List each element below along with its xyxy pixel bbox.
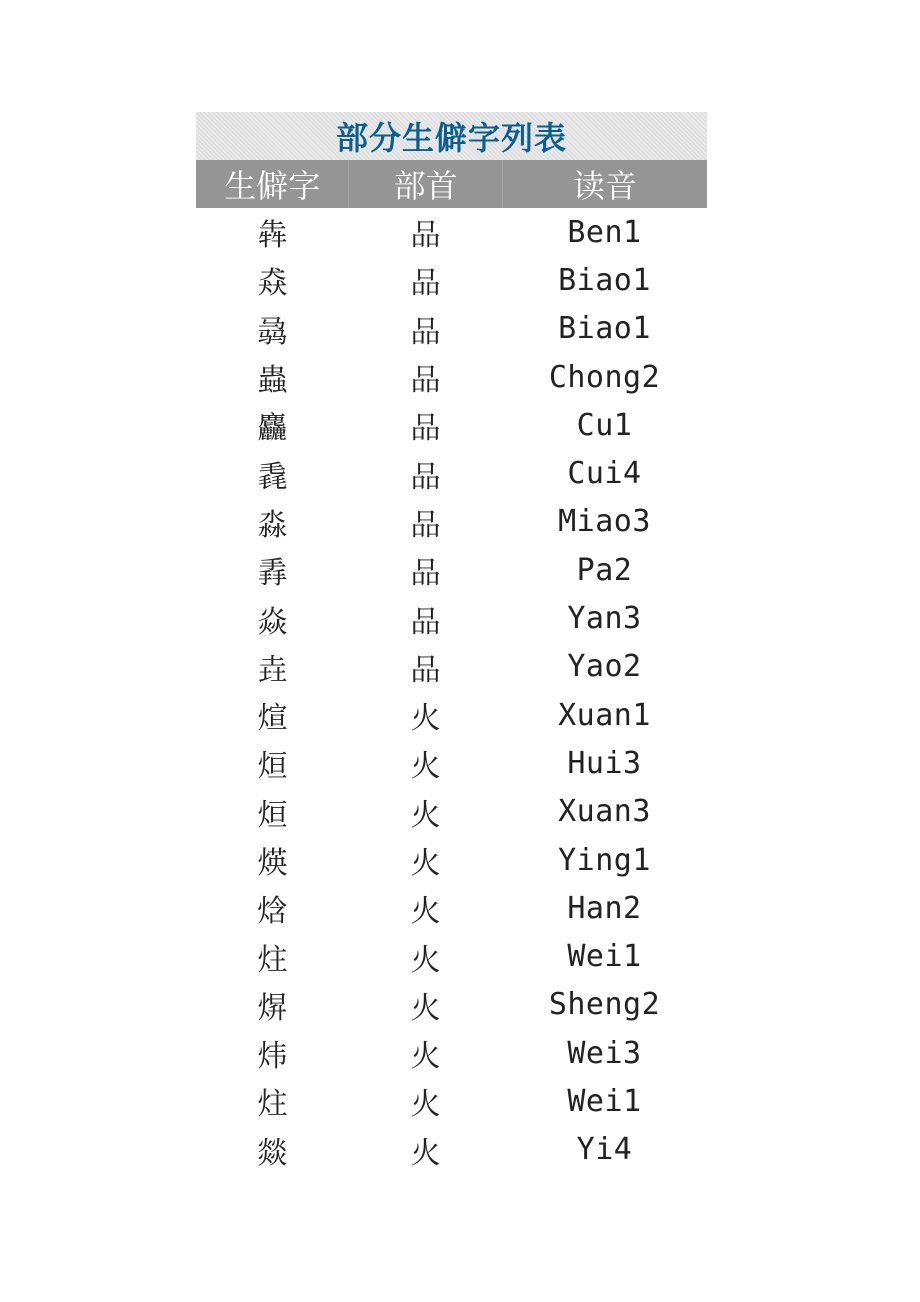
table-title: 部分生僻字列表: [196, 112, 707, 160]
rare-character-cell: 麤: [257, 411, 288, 447]
pronunciation-cell: Pa2: [576, 552, 633, 588]
pronunciation-cell: Ying1: [558, 842, 651, 878]
table-row: [196, 449, 707, 497]
pronunciation-cell: Cui4: [567, 456, 642, 492]
header-rare-character: 生僻字: [224, 167, 321, 205]
radical-cell: 火: [410, 942, 441, 978]
pronunciation-cell: Chong2: [548, 359, 661, 395]
radical-cell: 火: [410, 1039, 441, 1075]
rare-character-cell: 猋: [257, 266, 288, 302]
rare-character-cell: 焺: [257, 990, 288, 1026]
table-row: [196, 401, 707, 449]
rare-character-cell: 煊: [257, 701, 288, 737]
radical-cell: 品: [410, 652, 441, 688]
table-row: [196, 305, 707, 353]
pronunciation-cell: Cu1: [576, 407, 633, 443]
rare-character-cell: 淼: [257, 507, 288, 543]
rare-character-cell: 烜: [257, 797, 288, 833]
table-row: [196, 739, 707, 787]
rare-characters-table: [196, 112, 707, 1174]
radical-cell: 火: [410, 1087, 441, 1123]
table-row: [196, 498, 707, 546]
table-header-row: [196, 160, 707, 208]
table-row: [196, 256, 707, 304]
rare-character-cell: 炷: [257, 1087, 288, 1123]
radical-cell: 火: [410, 990, 441, 1026]
radical-cell: 品: [410, 507, 441, 543]
radical-cell: 品: [410, 314, 441, 350]
table-row: [196, 1029, 707, 1077]
pronunciation-cell: Biao1: [558, 311, 651, 347]
radical-cell: 品: [410, 459, 441, 495]
table-row: [196, 208, 707, 256]
radical-cell: 品: [410, 556, 441, 592]
pronunciation-cell: Miao3: [558, 504, 651, 540]
table-row: [196, 1077, 707, 1125]
radical-cell: 火: [410, 797, 441, 833]
pronunciation-cell: Xuan1: [558, 697, 651, 733]
radical-cell: 火: [410, 894, 441, 930]
header-radical: 部首: [348, 160, 501, 208]
pronunciation-cell: Biao1: [558, 262, 651, 298]
radical-cell: 火: [410, 1135, 441, 1171]
rare-character-cell: 焓: [257, 894, 288, 930]
table-row: [196, 932, 707, 980]
rare-character-cell: 炷: [257, 942, 288, 978]
table-row: [196, 643, 707, 691]
rare-character-cell: 烜: [257, 749, 288, 785]
rare-character-cell: 焱: [257, 604, 288, 640]
table-row: [196, 836, 707, 884]
header-pronunciation: 读音: [502, 160, 707, 208]
pronunciation-cell: Xuan3: [558, 794, 651, 830]
table-body: [196, 208, 707, 1174]
table-row: [196, 353, 707, 401]
rare-character-cell: 煐: [257, 846, 288, 881]
rare-character-cell: 蟲: [257, 363, 288, 399]
table-row: [196, 691, 707, 739]
pronunciation-cell: Wei1: [567, 939, 642, 975]
table-row: [196, 1126, 707, 1174]
rare-character-cell: 犇: [257, 218, 288, 254]
table-row: [196, 594, 707, 642]
table-row: [196, 788, 707, 836]
rare-character-cell: 燚: [257, 1135, 288, 1171]
radical-cell: 品: [410, 363, 441, 399]
table-row: [196, 884, 707, 932]
radical-cell: 品: [410, 266, 441, 302]
rare-character-cell: 垚: [257, 652, 288, 688]
rare-character-cell: 掱: [257, 556, 288, 592]
radical-cell: 品: [410, 411, 441, 447]
table-row: [196, 981, 707, 1029]
pronunciation-cell: Wei3: [567, 1035, 642, 1071]
rare-character-cell: 毳: [257, 459, 288, 495]
rare-character-cell: 骉: [257, 314, 288, 350]
pronunciation-cell: Hui3: [567, 745, 642, 781]
radical-cell: 火: [410, 701, 441, 737]
pronunciation-cell: Yi4: [576, 1132, 633, 1168]
pronunciation-cell: Ben1: [567, 214, 642, 250]
pronunciation-cell: Yan3: [567, 601, 642, 637]
rare-character-cell: 炜: [257, 1039, 288, 1075]
radical-cell: 品: [410, 604, 441, 640]
pronunciation-cell: Wei1: [567, 1083, 642, 1119]
radical-cell: 火: [410, 749, 441, 785]
pronunciation-cell: Sheng2: [548, 987, 661, 1023]
radical-cell: 火: [410, 846, 441, 881]
pronunciation-cell: Han2: [567, 890, 642, 926]
table-row: [196, 546, 707, 594]
radical-cell: 品: [410, 218, 441, 254]
pronunciation-cell: Yao2: [567, 649, 642, 685]
